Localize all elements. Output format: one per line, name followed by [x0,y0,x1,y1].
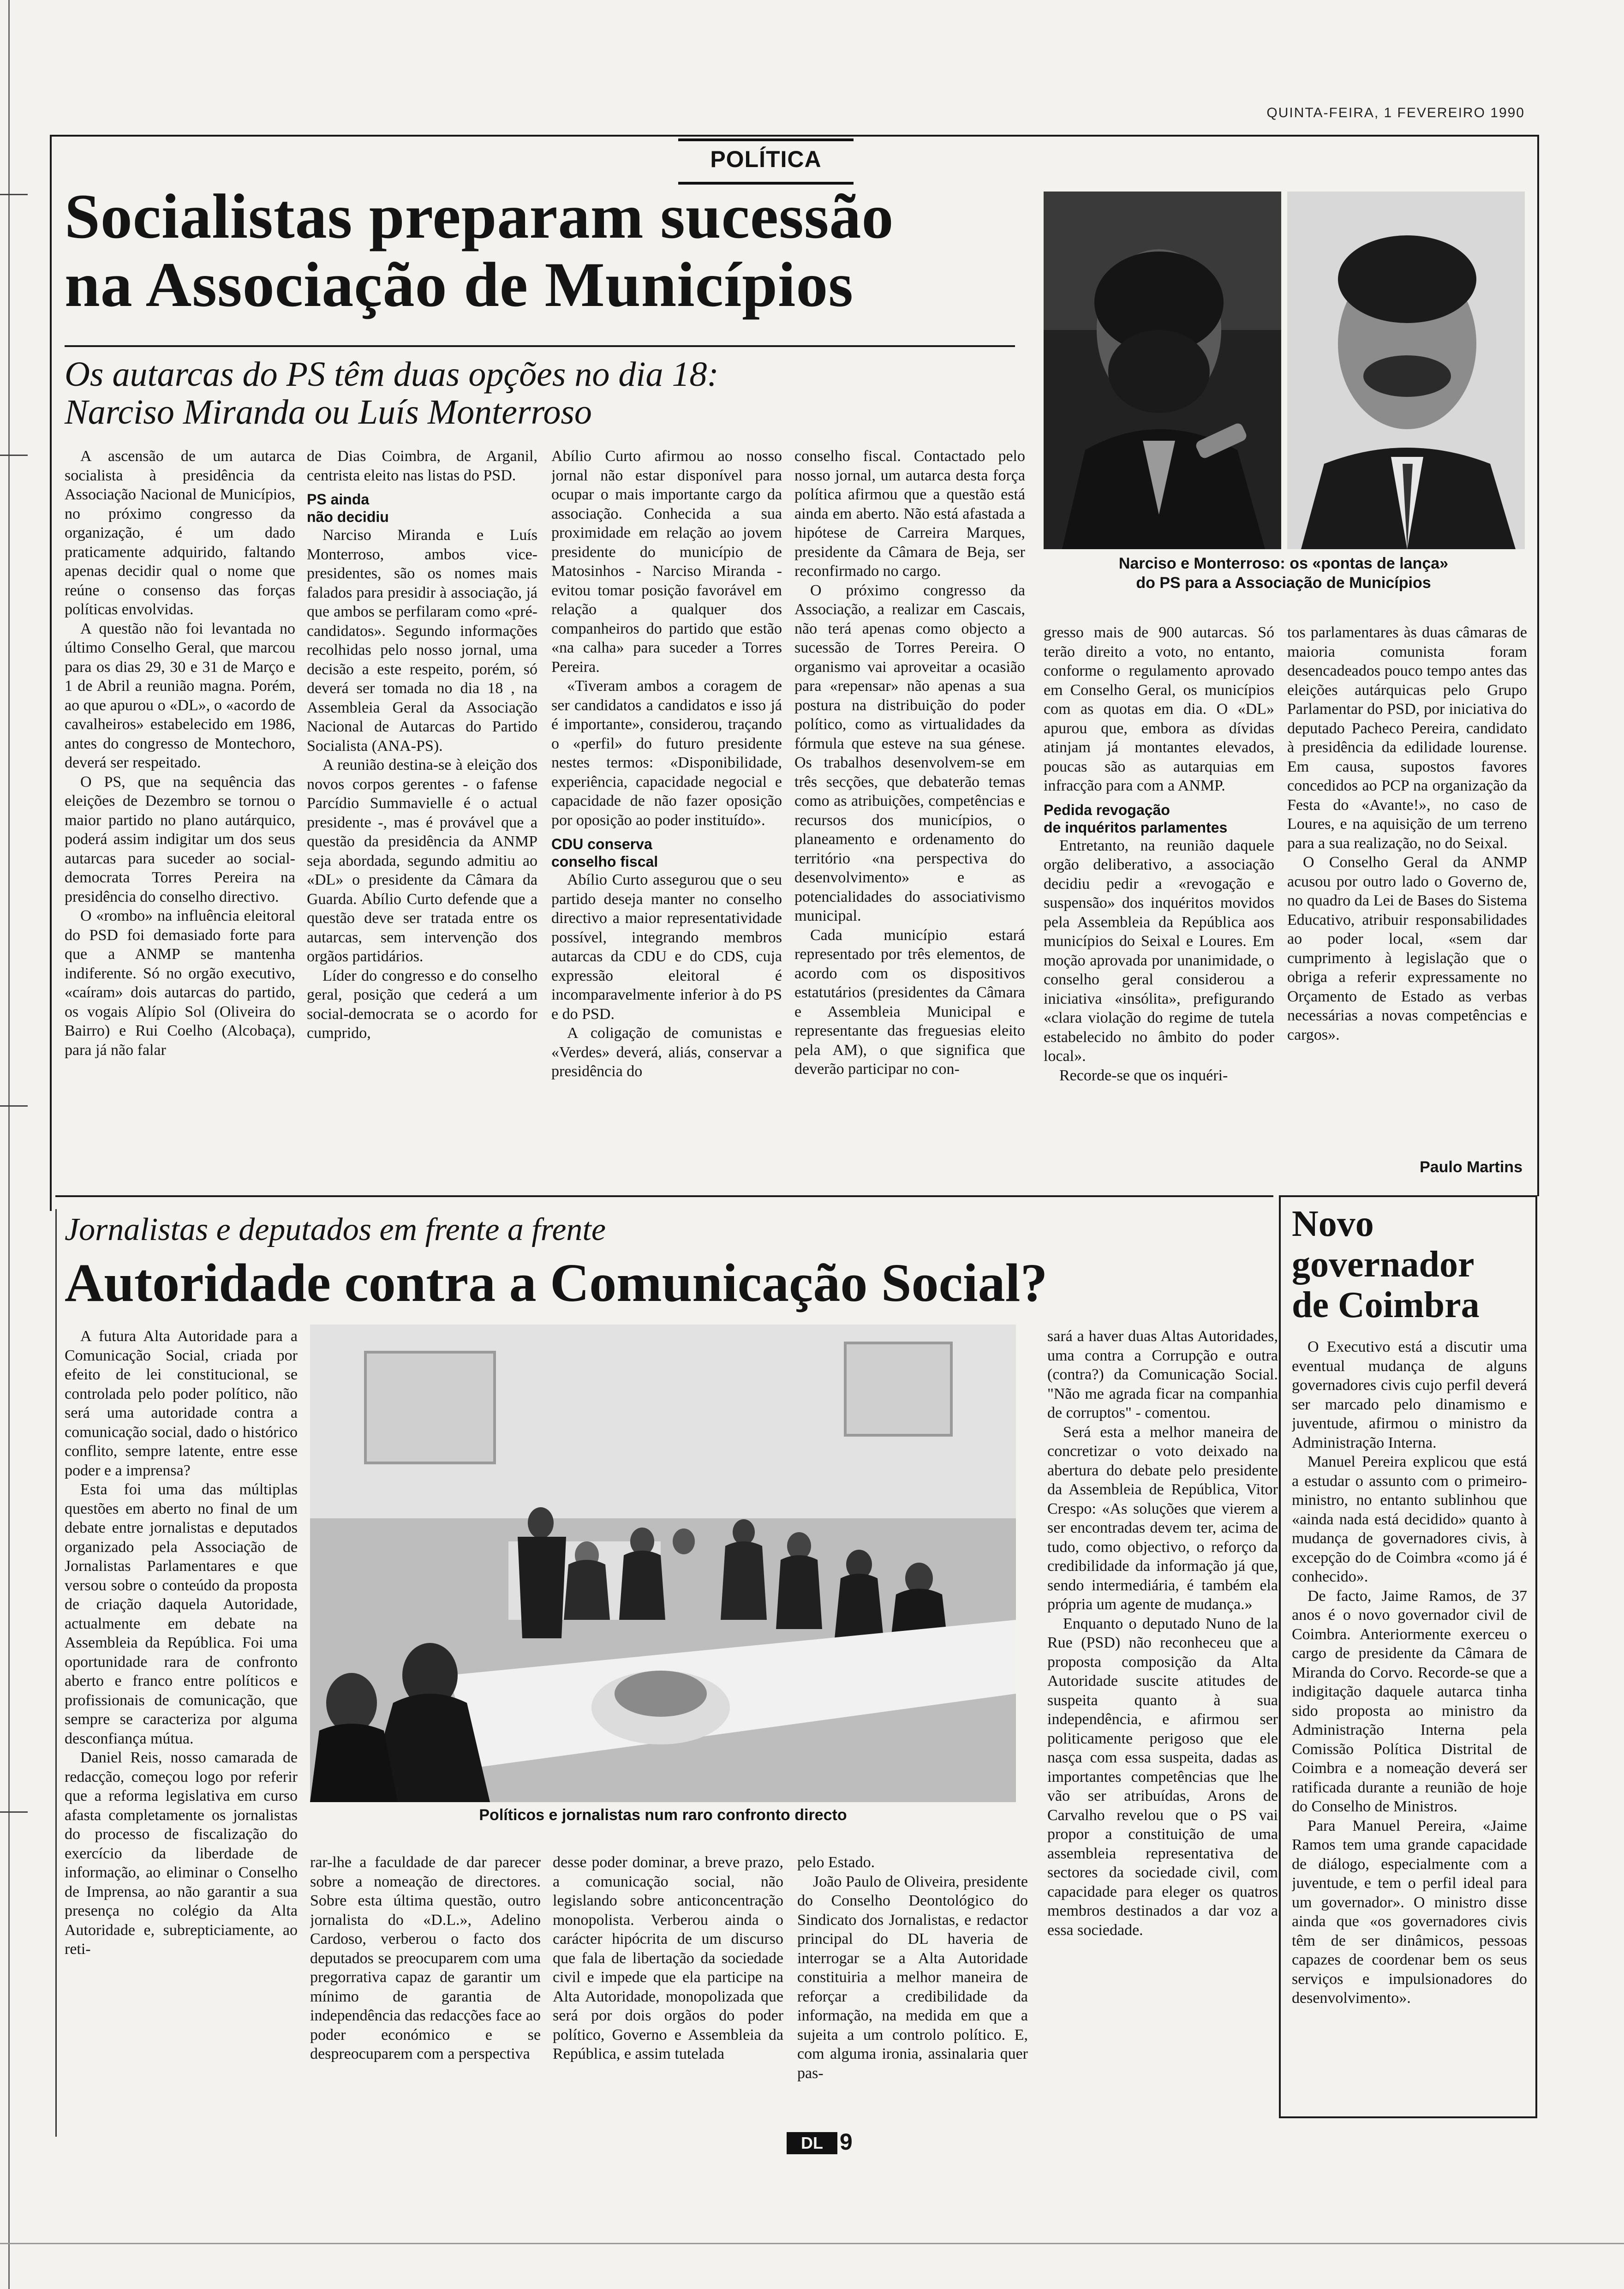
article1-column-4 [794,447,1025,1167]
paragraph: A ascensão de um autarca socialista à presidência da Associação Nacional de Municípios, no próximo congresso da organização, é um dado praticamente adquirido, faltando apenas decidir qual o nome que reúne o consenso das forças políticas envolvidas. [65,448,295,618]
author-signature: Paulo Martins [1420,1158,1522,1176]
subheading-line: Pedida revogação [1044,801,1170,818]
section-label: POLÍTICA [678,138,854,185]
deck-line: Narciso Miranda ou Luís Monterroso [65,393,592,431]
article2-headline: Autoridade contra a Comunicação Social? [65,1252,1048,1313]
subheading-line: PS ainda [307,491,370,508]
article1-column-2 [307,447,537,1167]
paragraph: Narciso Miranda e Luís Monterroso, ambos vice-presidentes, são os nomes mais falados para presidir à associação, já que ambos se perfilaram como «pré-candidatos». Segundo informações recolhidas pelo nosso jornal, uma decisão a este respeito, porém, só deverá ser tomada no dia 18 , na Assembleia Geral da Associação Nacional de Autarcas do Partido Socialista (ANA-PS). [307,527,537,755]
article2-column-2 [310,1853,541,2121]
paragraph: Abílio Curto afirmou ao nosso jornal não estar disponível para ocupar o mais importante cargo da associação. Conhecida a sua proximidade em relação ao jovem presidente do município de Matosinhos - Narciso Miranda - evitou tomar posição favorável em relação a qualquer dos companheiros do partido que estão «na calha» para suceder a Torres Pereira. [551,448,782,676]
paragraph: Daniel Reis, nosso camarada de redacção, começou logo por referir que a reforma legislativa em curso afasta completamente os jornalistas do processo de fiscalização do exercício da liberdade de informação, ao eliminar o Conselho de Imprensa, ao não garantir a sua presença no colégio da Alta Autoridade e, subrepticiamente, ao reti- [65,1749,298,1958]
paragraph: De facto, Jaime Ramos, de 37 anos é o novo governador civil de Coimbra. Anteriormente exerceu o cargo de presidente da Câmara de Miranda do Corvo. Recorde-se que a indigitação daquele autarca tinha sido proposta ao ministro da Administração Interna pela Comissão Política Distrital de Coimbra e a nomeação deverá ser ratificada durante a reunião de hoje do Conselho de Ministros. [1292,1587,1527,1815]
deck-line: Os autarcas do PS têm duas opções no dia 18: [65,355,719,394]
article1-deck [65,355,987,431]
article2-column-5 [1047,1327,1278,2121]
portraits-caption [1044,554,1523,593]
perforation-mark [0,194,28,195]
paragraph: Líder do congresso e do conselho geral, posição que cederá a um social-democrata se o acordo for cumprido, [307,967,537,1042]
debate-photo [310,1324,1016,1802]
paragraph: O Executivo está a discutir uma eventual mudança de alguns governadores civis cujo perfil deverá ser marcado pelo dinamismo e juventude, afirmou o ministro da Administração Interna. [1292,1338,1527,1451]
article2-column-1 [65,1327,298,2121]
article2-kicker: Jornalistas e deputados em frente a frente [65,1212,606,1247]
portrait-photo-image [1287,192,1525,549]
paragraph: A reunião destina-se à eleição dos novos corpos gerentes - o fafense Parcídio Summavielle é o actual presidente -, mas é provável que a questão da presidência da ANMP seja abordada, segundo admitiu ao «DL» o presidente da Câmara da Guarda. Abílio Curto defende que a questão deve ser tratada entre os autarcas, sem intervenção dos orgãos partidários. [307,756,537,965]
headline-line: Socialistas preparam sucessão [65,181,894,252]
paragraph: Recorde-se que os inquéri- [1059,1067,1228,1084]
perforation-mark [0,1811,28,1813]
headline-line: governador [1292,1244,1475,1285]
paragraph: Será esta a melhor maneira de concretizar o voto deixado na abertura do debate pelo presidente da Assembleia de República, Vitor Crespo: «As soluções que vierem a ser encontradas devem ter, acima de tudo, como objectivo, o reforço da credibilidade da informação já que, sendo intermediária, é também ela própria um agente de mudança.» [1047,1423,1278,1613]
subheading-line: conselho fiscal [551,853,658,870]
sidebar-headline [1292,1204,1532,1325]
subheading-line: não decidiu [307,509,389,525]
subheading [307,491,537,526]
paragraph: sará a haver duas Altas Autoridades, uma contra a Corrupção e outra (contra?) da Comunicação Social. "Não me agrada ficar na companhia de corruptos" - comentou. [1047,1328,1278,1421]
dateline: QUINTA-FEIRA, 1 FEVEREIRO 1990 [1266,105,1525,120]
paragraph: desse poder dominar, a breve prazo, a comunicação social, não legislando sobre anticoncentração monopolista. Verberou ainda o carácter hipócrita de um discurso que fala de libertação da sociedade civil e impede que ela participe na Alta Autoridade, monopolizada que será por dois orgãos do poder político, Governo e Assembleia da República, e assim tutelada [553,1854,783,2062]
sidebar-body [1292,1337,1527,2113]
paragraph: Enquanto o deputado Nuno de la Rue (PSD) não reconheceu que a proposta composição da Alta Autoridade suscite atitudes de suspeita quanto à sua independência, e afirmou ser politicamente perigoso que ele nasça com essa suspeita, dadas as importantes competências que lhe vão ser atribuídas, Arons de Carvalho revelou que o PS vai propor a constituição de uma assembleia representativa de sectores da sociedade civil, com capacidade para eleger os quatros membros destinados a dar voz a essa sociedade. [1047,1615,1278,1939]
paragraph: Cada município estará representado por três elementos, de acordo com os dispositivos estatutários (presidentes da Câmara e Assembleia Municipal e representante das freguesias eleito pela AM), o que significa que deverão participar no con- [794,926,1025,1078]
paragraph: João Paulo de Oliveira, presidente do Conselho Deontológico do Sindicato dos Jornalistas, e redactor principal do DL haveria de interrogar se a Alta Autoridade constituiria a melhor maneira de reforçar a credibilidade da informação, na medida em que a sujeita a um controlo político. E, com alguma ironia, assinalaria quer pas- [797,1873,1028,2082]
paragraph: Manuel Pereira explicou que está a estudar o assunto com o primeiro-ministro, no entanto sublinhou que «ainda nada está decidido» quanto à mudança de governadores civis, à excepção do de Coimbra «como já é conhecido». [1292,1453,1527,1585]
subheading-line: de inquéritos parlamentes [1044,819,1228,836]
article1-column-6 [1287,623,1527,1172]
headline-line: Novo [1292,1204,1374,1244]
dl-logo: DL [787,2132,837,2154]
subheading [551,835,782,870]
frame-rule-left [50,135,52,1211]
article1-column-5 [1044,623,1274,1172]
headline-rule [65,345,1015,347]
article2-column-4 [797,1853,1028,2121]
paragraph: pelo Estado. [797,1854,875,1871]
paragraph: Para Manuel Pereira, «Jaime Ramos tem uma grande capacidade de diálogo, especialmente com a juventude, e tem o perfil ideal para um governador». O ministro disse ainda que «os governadores civis têm de ser dinâmicos, pessoas capazes de coordenar bem os seus serviços e impulsionadores do desenvolvimento». [1292,1817,1527,2007]
headline-line: de Coimbra [1292,1285,1480,1325]
caption-line: do PS para a Associação de Municípios [1136,574,1431,592]
headline-line: na Associação de Municípios [65,249,854,320]
article1-column-1 [65,447,295,1167]
frame-rule-left-lower [55,1209,57,2137]
paragraph: O PS, que na sequência das eleições de Dezembro se tornou o maior partido no plano autárquico, poderá assim indigitar um dos seus autarcas para suceder ao social-democrata Torres Pereira na presidência do conselho directivo. [65,773,295,905]
subheading-line: CDU conserva [551,836,652,852]
paragraph: O Conselho Geral da ANMP acusou por outro lado o Governo de, no quadro da Lei de Bases do Sistema Educativo, atribuir responsabilidades ao poder local, «sem dar cumprimento à legislação que o obriga a referir expressamente no Orçamento de Estado as verbas necessárias a novas competências e cargos». [1287,854,1527,1043]
paragraph: Abílio Curto assegurou que o seu partido deseja manter no conselho directivo a maior representatividade possível, integrando membros autarcas da CDU e do CDS, cuja expressão eleitoral é incomparavelmente inferior à do PS e do PSD. [551,871,782,1023]
paragraph: gresso mais de 900 autarcas. Só terão direito a voto, no entanto, conforme o regulamento aprovado em Conselho Geral, os municípios com as quotas em dia. O «DL» apurou que, embora as dívidas atinjam já montantes elevados, poucas são as autarquias em infracção para com a ANMP. [1044,624,1274,794]
paragraph: Entretanto, na reunião daquele orgão deliberativo, a associação decidiu pedir a «revogação e suspensão» dos inquéritos movidos pela Assembleia da República aos municípios do Seixal e Loures. Em moção aprovada por unanimidade, o conselho geral considerou a iniciativa «insólita», prefigurando «clara violação do regime de tutela estabelecido no âmbito do poder local». [1044,837,1274,1065]
frame-rule-top [50,135,1539,137]
page-edge-left [8,0,10,2289]
portrait-photo-image [1044,192,1281,549]
caption-line: Narciso e Monterroso: os «pontas de lança» [1118,555,1449,572]
subheading [1044,801,1274,836]
paragraph: Esta foi uma das múltiplas questões em aberto no final de um debate entre jornalistas e deputados organizado pela Associação de Jornalistas Parlamentares e que versou sobre o conteúdo da proposta de criação daquela Autoridade, actualmente em debate na Assembleia da República. Foi uma oportunidade rara de confronto aberto e franco entre políticos e profissionais de comunicação, que sempre se caracteriza por alguma desconfiança mútua. [65,1481,298,1747]
debate-photo-caption: Políticos e jornalistas num raro confronto directo [479,1806,847,1824]
portrait-photo-monterroso [1287,192,1525,549]
page-edge-bottom [0,2243,1624,2244]
article1-column-3 [551,447,782,1167]
paragraph: conselho fiscal. Contactado pelo nosso jornal, um autarca desta força política afirmou que a questão está ainda em aberto. Não está afastada a hipótese de Carreira Marques, presidente da Câmara de Beja, ser reconfirmado no cargo. [794,448,1025,580]
paragraph: «Tiveram ambos a coragem de ser candidatos a candidatos e isso já é importante», considerou, traçando o «perfil» do futuro presidente nestes termos: «Disponibilidade, experiência, capacidade negocial e capacidade de não fazer oposição por oposição ao poder instituído». [551,677,782,829]
article2-rule [55,1195,1273,1197]
paragraph: O «rombo» na influência eleitoral do PSD foi demasiado forte para que a ANMP se mantenha indiferente. Só no orgão executivo, «caíram» dois autarcas do partido, os vogais Alípio Sol (Oliveira do Bairro) e Rui Coelho (Alcobaça), para já não falar [65,907,295,1059]
paragraph: de Dias Coimbra, de Arganil, centrista eleito nas listas do PSD. [307,448,537,484]
article1-headline [65,182,1024,319]
paragraph: O próximo congresso da Associação, a realizar em Cascais, não terá apenas como objecto a sucessão de Torres Pereira. O organismo vai aproveitar a ocasião para «repensar» não apenas a sua postura na distribuição do poder político, como as virtualidades da fórmula que esteve na sua génese. Os trabalhos desenvolvem-se em três secções, que debaterão temas como as atribuições, competências e recursos dos municípios, o planeamento e ordenamento do território «na perspectiva do desenvolvimento» e as potencialidades do associativismo municipal. [794,581,1025,924]
paragraph: A coligação de comunistas e «Verdes» deverá, aliás, conservar a presidência do [551,1025,782,1080]
paragraph: A questão não foi levantada no último Conselho Geral, que marcou para os dias 29, 30 e 31 de Março e 1 de Abril a reunião magna. Porém, ao que apurou o «DL», o «acordo de cavalheiros» estabelecido em 1986, antes do congresso de Montechoro, deverá ser respeitado. [65,620,295,771]
paragraph: rar-lhe a faculdade de dar parecer sobre a nomeação de directores. Sobre esta última questão, outro jornalista do «D.L.», Adelino Cardoso, verberou o facto dos deputados se preocuparem com uma pregorrativa capaz de garantir um mínimo de garantia de independência das redacções face ao poder económico e se despreocuparem com a perspectiva [310,1854,541,2062]
article2-column-3 [553,1853,783,2121]
page-number: 9 [840,2129,853,2155]
portrait-photo-narciso [1044,192,1281,549]
frame-rule-right [1537,135,1539,1196]
debate-photo-image [310,1324,1016,1802]
paragraph: tos parlamentares às duas câmaras de maioria comunista foram desencadeados pouco tempo antes das eleições autárquicas pelo Grupo Parlamentar do PSD, por iniciativa do deputado Pacheco Pereira, candidato à presidência da edilidade lourense. Em causa, supostos favores concedidos ao PCP na organização da Festa do «Avante!», no caso de Loures, e na aquisição de um terreno para a sua realização, no do Seixal. [1287,624,1527,852]
perforation-mark [0,1105,28,1107]
perforation-mark [0,455,28,456]
paragraph: A futura Alta Autoridade para a Comunicação Social, criada por efeito de lei constitucional, se controlada pelo poder político, não será uma autoridade contra a comunicação social, dado o histórico conflito, sempre latente, entre esse poder e a imprensa? [65,1328,298,1479]
